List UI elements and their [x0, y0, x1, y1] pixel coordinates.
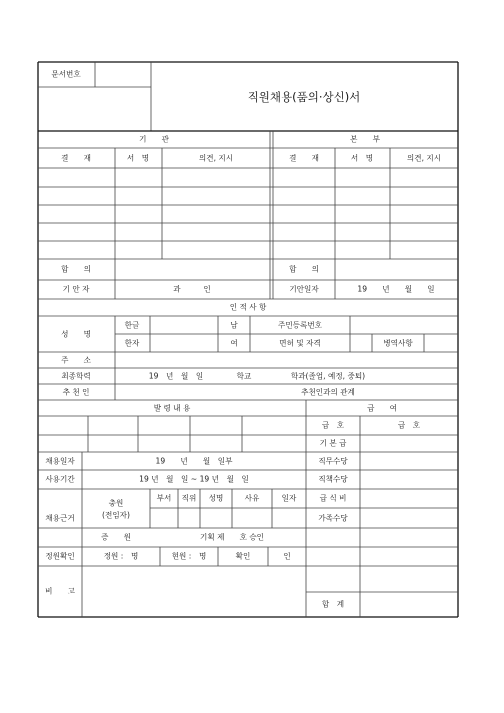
hire-date-label: 채용일자	[45, 456, 75, 466]
personnel-grid	[38, 316, 458, 400]
doc-number-label: 문서번호	[51, 69, 81, 79]
increase-label: 증 원	[101, 532, 131, 542]
period-value: 19 년 월 일 ~ 19 년 월 일	[139, 474, 249, 484]
rank-label: 직위	[181, 493, 197, 503]
seal-label: 인	[283, 551, 291, 561]
grade-label: 급 호	[321, 420, 345, 430]
name-label: 성 명	[61, 329, 91, 339]
family-allowance-label: 가족수당	[318, 513, 348, 523]
hanja-label: 한자	[124, 338, 140, 348]
plan-approval-label: 기획 제 호 승인	[199, 532, 265, 542]
supplement-sub-label: (전임자)	[102, 510, 130, 520]
appointment-header: 발 령 내 용	[153, 403, 191, 413]
current-staff-label: 현원 : 명	[171, 551, 207, 561]
hire-date-value: 19 년 월 일부	[155, 456, 233, 466]
head-office-approval-label: 결 재	[289, 153, 319, 163]
department-label: 학과(졸업, 예정, 중퇴)	[290, 371, 366, 381]
recommender-label: 추 천 인	[62, 387, 90, 397]
form-title: 직원채용(품의·상신)서	[247, 90, 361, 104]
grade-value-label: 급 호	[397, 420, 421, 430]
female-label: 여	[230, 338, 238, 348]
approval-grid	[38, 131, 458, 299]
address-label: 주 소	[61, 355, 91, 365]
hangul-label: 한글	[124, 320, 140, 330]
meal-allowance-label: 급 식 비	[319, 493, 347, 503]
salary-header: 급 여	[367, 403, 397, 413]
duty-allowance-label: 직무수당	[318, 456, 348, 466]
agency-opinion-label: 의견, 지시	[198, 153, 234, 163]
relation-label: 추천인과의 관계	[301, 387, 355, 397]
reason-label: 사유	[244, 493, 260, 503]
license-label: 면허 및 자격	[279, 338, 321, 348]
agency-sign-label: 서 명	[126, 153, 150, 163]
person-name-label: 성명	[208, 493, 224, 503]
position-allowance-label: 직책수당	[318, 474, 348, 484]
draft-date-label: 기안일자	[289, 284, 319, 294]
salary-total-label: 합 계	[321, 599, 345, 609]
school-label: 학교	[236, 371, 252, 381]
male-label: 남	[230, 320, 238, 330]
resident-no-label: 주민등록번호	[277, 320, 323, 330]
agency-consult-label: 합 의	[61, 264, 91, 274]
head-office-consult-label: 합 의	[289, 264, 319, 274]
personnel-header: 인 적 사 항	[229, 302, 267, 312]
dept-label: 부서	[156, 493, 172, 503]
remarks-label: 비 고	[45, 586, 75, 596]
draft-date-value: 19 년 월 일	[357, 284, 435, 294]
date-label: 일자	[281, 493, 297, 503]
supplement-label: 충원	[108, 498, 124, 508]
appointment-grid	[38, 400, 458, 617]
quota-check-label: 정원확인	[45, 551, 75, 561]
head-office-header: 본 부	[350, 134, 380, 144]
education-date: 19 년 월 일	[148, 371, 204, 381]
head-office-opinion-label: 의견, 지시	[406, 153, 442, 163]
period-label: 사용기간	[45, 474, 75, 484]
agency-approval-label: 결 재	[61, 153, 91, 163]
basis-label: 채용근거	[45, 513, 75, 523]
base-pay-label: 기 본 급	[319, 438, 347, 448]
military-label: 병역사항	[383, 338, 413, 348]
head-office-sign-label: 서 명	[350, 153, 374, 163]
agency-header: 기 관	[139, 134, 169, 144]
education-label: 최종학력	[61, 371, 91, 381]
agency-drafter-label: 기 안 자	[62, 284, 90, 294]
quota-label: 정원 : 명	[103, 551, 139, 561]
agency-section-head: 과 인	[173, 284, 211, 294]
confirm-label: 확인	[235, 551, 251, 561]
